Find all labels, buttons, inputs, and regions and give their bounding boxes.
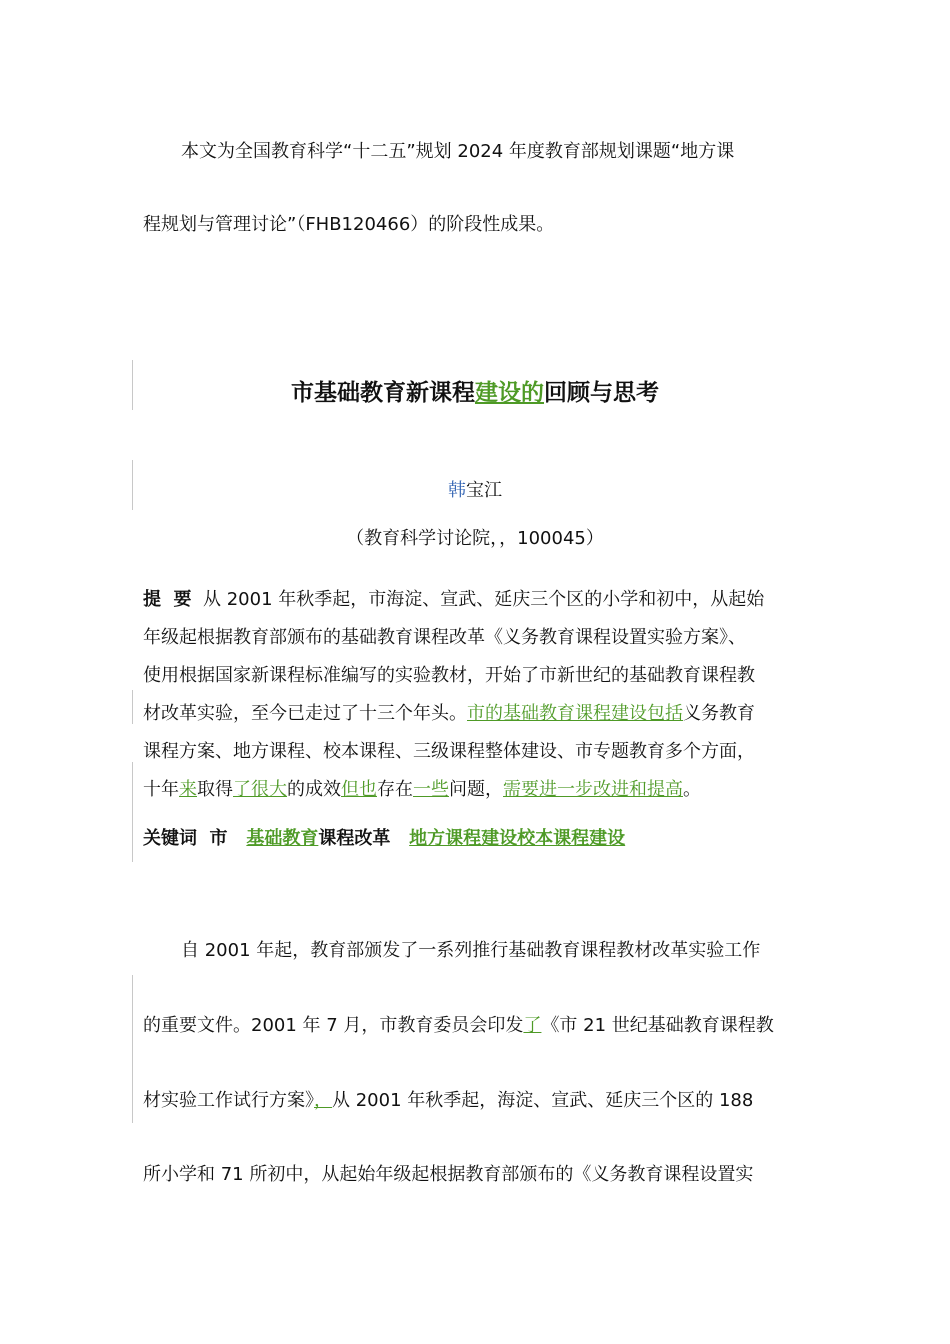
revision-bar bbox=[132, 975, 133, 1123]
author-given-name: 宝江 bbox=[466, 480, 502, 501]
abstract-text: 从 2001 年秋季起，市海淀、宣武、延庆三个区的小学和初中，从起始 bbox=[203, 589, 765, 610]
abstract-text: 十年 bbox=[143, 779, 179, 800]
title-text: 市基础教育新课程 bbox=[291, 380, 475, 406]
abstract-text: 的成效 bbox=[287, 779, 341, 800]
revision-bar bbox=[132, 762, 133, 862]
keywords-line bbox=[143, 827, 803, 851]
revision-bar bbox=[132, 690, 133, 724]
title-revision-text: 建设的 bbox=[475, 380, 544, 406]
body-line-1: 自 2001 年起，教育部颁发了一系列推行基础教育课程教材改革实验工作 bbox=[181, 940, 761, 961]
revision-text: ， bbox=[314, 1090, 332, 1111]
body-line-3 bbox=[143, 1089, 803, 1113]
body-text: 从 2001 年秋季起，海淀、宣武、延庆三个区的 188 bbox=[332, 1090, 754, 1111]
keyword-revision: 基础教育 bbox=[246, 828, 319, 849]
abstract-line-3: 使用根据国家新课程标准编写的实验教材，开始了市新世纪的基础教育课程教 bbox=[143, 665, 755, 686]
keyword: 市 bbox=[209, 828, 228, 849]
revision-text: 了很大 bbox=[233, 779, 287, 800]
abstract-text: 存在 bbox=[377, 779, 413, 800]
body-text: 的重要文件。2001 年 7 月，市教育委员会印发 bbox=[143, 1015, 524, 1036]
revision-text: 了 bbox=[523, 1015, 542, 1036]
article-title bbox=[0, 374, 950, 407]
author-affiliation: （教育科学讨论院，，100045） bbox=[346, 528, 604, 549]
revision-text: 来 bbox=[179, 779, 197, 800]
revision-text: 但也 bbox=[341, 779, 377, 800]
abstract-text: 取得 bbox=[197, 779, 233, 800]
abstract-line-6 bbox=[143, 778, 803, 802]
revision-text: 需要进一步改进和提高 bbox=[503, 779, 683, 800]
revision-text: 市的基础教育课程建设包括 bbox=[467, 703, 683, 724]
abstract-text: 义务教育 bbox=[683, 703, 755, 724]
author-name bbox=[0, 476, 950, 502]
body-text: 《市 21 世纪基础教育课程教 bbox=[541, 1015, 774, 1036]
funding-note-line-1: 本文为全国教育科学“十二五”规划 2024 年度教育部规划课题“地方课 bbox=[181, 141, 735, 162]
keyword-revision: 地方课程建设校本课程建设 bbox=[409, 828, 626, 849]
abstract-line-1 bbox=[143, 588, 803, 612]
abstract-text: 问题， bbox=[449, 779, 503, 800]
revision-text: 一些 bbox=[413, 779, 449, 800]
author-surname: 韩 bbox=[448, 480, 466, 501]
body-line-2 bbox=[143, 1014, 803, 1038]
funding-note-line-2: 程规划与管理讨论”（FHB120466）的阶段性成果。 bbox=[143, 214, 555, 235]
abstract-line-5: 课程方案、地方课程、校本课程、三级课程整体建设、市专题教育多个方面， bbox=[143, 741, 755, 762]
abstract-line-4 bbox=[143, 702, 803, 726]
body-line-4: 所小学和 71 所初中，从起始年级起根据教育部颁布的《义务教育课程设置实 bbox=[143, 1164, 754, 1185]
body-text: 材实验工作试行方案》 bbox=[143, 1090, 314, 1111]
abstract-label: 提 要 bbox=[143, 589, 192, 610]
keyword: 课程改革 bbox=[318, 828, 391, 849]
abstract-line-2: 年级起根据教育部颁布的基础教育课程改革《义务教育课程设置实验方案》、 bbox=[143, 627, 746, 648]
keywords-label: 关键词 bbox=[143, 828, 197, 849]
abstract-text: 。 bbox=[683, 779, 701, 800]
abstract-text: 材改革实验，至今已走过了十三个年头。 bbox=[143, 703, 467, 724]
title-text: 回顾与思考 bbox=[544, 380, 659, 406]
